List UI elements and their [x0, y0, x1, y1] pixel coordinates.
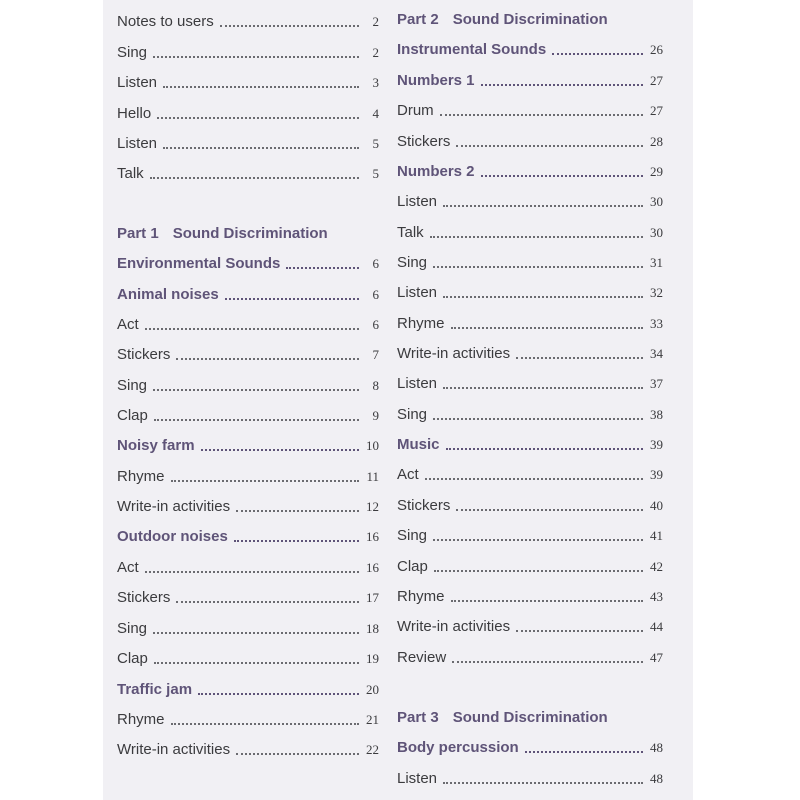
page-number: 4: [372, 106, 379, 121]
toc-entry-label: Sing: [397, 406, 428, 423]
toc-entry-label: Stickers: [397, 497, 451, 514]
toc-entry[interactable]: [397, 191, 663, 213]
page-number: 39: [650, 437, 663, 452]
page-number: 38: [650, 407, 663, 422]
toc-entry-label: Clap: [117, 650, 148, 667]
toc-entry-label: Stickers: [117, 589, 171, 606]
toc-entry-label: Act: [117, 316, 139, 333]
toc-entry-label: Write-in activities: [397, 345, 511, 362]
page-number: 16: [366, 529, 379, 544]
toc-entry-label: Write-in activities: [397, 618, 511, 635]
toc-entry[interactable]: [397, 222, 663, 244]
part-label: Sound Discrimination: [452, 709, 608, 726]
toc-entry-label: Clap: [117, 407, 148, 424]
toc-part-title: [397, 707, 663, 729]
toc-entry[interactable]: [117, 709, 379, 731]
page-number: 10: [366, 438, 379, 453]
dot-leader: [433, 266, 643, 268]
toc-entry-label: Write-in activities: [117, 741, 231, 758]
dot-leader: [456, 145, 643, 147]
toc-entry-label: Music: [397, 436, 440, 453]
dot-leader: [516, 357, 643, 359]
dot-leader: [176, 601, 359, 603]
page-number: 30: [650, 194, 663, 209]
part-number: Part 2: [397, 11, 439, 28]
toc-entry[interactable]: [117, 314, 379, 336]
page-number: 31: [650, 255, 663, 270]
page-number: 16: [366, 560, 379, 575]
toc-entry-label: Outdoor noises: [117, 528, 228, 545]
dot-leader: [451, 600, 643, 602]
toc-entry-label: Listen: [397, 193, 438, 210]
dot-leader: [433, 539, 643, 541]
page-number: 28: [650, 134, 663, 149]
toc-entry-label: Drum: [397, 102, 434, 119]
dot-leader: [451, 327, 643, 329]
dot-leader: [157, 117, 359, 119]
toc-entry-label: Rhyme: [397, 588, 445, 605]
toc-entry-label: Notes to users: [117, 13, 214, 30]
dot-leader: [443, 387, 643, 389]
toc-entry-label: Listen: [117, 74, 158, 91]
toc-entry-label: Review: [397, 649, 447, 666]
dot-leader: [433, 418, 643, 420]
toc-entry[interactable]: [117, 163, 379, 185]
dot-leader: [440, 114, 643, 116]
dot-leader: [154, 419, 359, 421]
toc-entry[interactable]: [117, 133, 379, 155]
dot-leader: [443, 782, 643, 784]
toc-entry[interactable]: [117, 375, 379, 397]
page-number: 44: [650, 619, 663, 634]
page-number: 48: [650, 771, 663, 786]
toc-entry[interactable]: [117, 739, 379, 761]
page-number: 48: [650, 740, 663, 755]
toc-entry-label: Listen: [117, 135, 158, 152]
toc-entry[interactable]: [117, 11, 379, 33]
page-number: 39: [650, 467, 663, 482]
toc-entry-label: Sing: [117, 620, 148, 637]
dot-leader: [286, 267, 359, 269]
toc-entry-label: Act: [117, 559, 139, 576]
toc-entry[interactable]: [397, 768, 663, 790]
page-number: 41: [650, 528, 663, 543]
page-number: 47: [650, 650, 663, 665]
toc-entry[interactable]: [397, 464, 663, 486]
dot-leader: [430, 236, 643, 238]
part-number: Part 3: [397, 709, 439, 726]
page-number: 27: [650, 73, 663, 88]
toc-entry-label: Clap: [397, 558, 428, 575]
toc-entry-label: Traffic jam: [117, 681, 193, 698]
page-number: 2: [372, 14, 379, 29]
dot-leader: [201, 449, 359, 451]
page-number: 5: [372, 166, 379, 181]
page-number: 30: [650, 225, 663, 240]
dot-leader: [452, 661, 643, 663]
toc-entry-label: Listen: [397, 284, 438, 301]
toc-entry-label: Numbers 1: [397, 72, 475, 89]
toc-entry[interactable]: [117, 587, 379, 609]
toc-entry-label: Numbers 2: [397, 163, 475, 180]
toc-entry[interactable]: [117, 466, 379, 488]
toc-entry-label: Sing: [117, 377, 148, 394]
toc-entry[interactable]: [117, 618, 379, 640]
dot-leader: [163, 86, 359, 88]
dot-leader: [225, 298, 359, 300]
toc-entry-label: Noisy farm: [117, 437, 195, 454]
toc-entry[interactable]: [117, 72, 379, 94]
dot-leader: [234, 540, 359, 542]
page-number: 6: [372, 317, 379, 332]
toc-section-heading[interactable]: [397, 70, 663, 92]
page-number: 34: [650, 346, 663, 361]
page-number: 5: [372, 136, 379, 151]
toc-entry-label: Stickers: [397, 133, 451, 150]
dot-leader: [171, 480, 359, 482]
toc-entry[interactable]: [117, 344, 379, 366]
toc-entry[interactable]: [397, 373, 663, 395]
toc-entry[interactable]: [117, 496, 379, 518]
toc-entry-label: Instrumental Sounds: [397, 41, 547, 58]
dot-leader: [236, 510, 359, 512]
toc-entry-label: Sing: [397, 527, 428, 544]
toc-entry-label: Body percussion: [397, 739, 519, 756]
toc-entry[interactable]: [397, 131, 663, 153]
page-number: 18: [366, 621, 379, 636]
dot-leader: [145, 328, 359, 330]
dot-leader: [236, 753, 359, 755]
part-label: Sound Discrimination: [172, 225, 328, 242]
page-number: 3: [372, 75, 379, 90]
dot-leader: [153, 632, 359, 634]
dot-leader: [198, 693, 359, 695]
dot-leader: [446, 448, 643, 450]
toc-entry[interactable]: [397, 282, 663, 304]
dot-leader: [145, 571, 359, 573]
dot-leader: [171, 723, 359, 725]
toc-section-heading[interactable]: [397, 161, 663, 183]
toc-entry[interactable]: [397, 586, 663, 608]
dot-leader: [525, 751, 643, 753]
toc-section-heading[interactable]: [117, 679, 379, 701]
dot-leader: [220, 25, 359, 27]
toc-entry[interactable]: [397, 313, 663, 335]
toc-entry-label: Act: [397, 466, 419, 483]
page-number: 9: [372, 408, 379, 423]
toc-entry[interactable]: [397, 525, 663, 547]
page-number: 8: [372, 378, 379, 393]
toc-section-heading[interactable]: [117, 435, 379, 457]
page-number: 22: [366, 742, 379, 757]
toc-entry-label: Listen: [397, 375, 438, 392]
toc-section-heading[interactable]: [397, 434, 663, 456]
page-number: 32: [650, 285, 663, 300]
page-number: 20: [366, 682, 379, 697]
toc-entry-label: Animal noises: [117, 286, 219, 303]
dot-leader: [163, 147, 359, 149]
toc-entry[interactable]: [397, 495, 663, 517]
toc-entry[interactable]: [397, 343, 663, 365]
page-number: 17: [366, 590, 379, 605]
toc-entry[interactable]: [117, 103, 379, 125]
dot-leader: [176, 358, 359, 360]
toc-part-title: [397, 9, 663, 31]
toc-entry[interactable]: [117, 648, 379, 670]
page-number: 27: [650, 103, 663, 118]
dot-leader: [443, 205, 643, 207]
toc-entry-label: Hello: [117, 105, 152, 122]
toc-entry-label: Listen: [397, 770, 438, 787]
page-number: 19: [366, 651, 379, 666]
toc-entry[interactable]: [397, 252, 663, 274]
toc-section-heading[interactable]: [117, 284, 379, 306]
dot-leader: [153, 56, 359, 58]
toc-entry[interactable]: [397, 647, 663, 669]
toc-entry-label: Rhyme: [117, 468, 165, 485]
page-number: 37: [650, 376, 663, 391]
toc-entry[interactable]: [397, 616, 663, 638]
page-number: 11: [366, 469, 379, 484]
dot-leader: [150, 177, 359, 179]
page-number: 7: [372, 347, 379, 362]
dot-leader: [434, 570, 643, 572]
toc-entry[interactable]: [397, 100, 663, 122]
dot-leader: [425, 478, 643, 480]
toc-entry[interactable]: [117, 405, 379, 427]
page-number: 29: [650, 164, 663, 179]
toc-entry-label: Sing: [397, 254, 428, 271]
toc-entry[interactable]: [397, 404, 663, 426]
toc-entry[interactable]: [117, 42, 379, 64]
toc-section-heading[interactable]: [117, 526, 379, 548]
page-number: 12: [366, 499, 379, 514]
page-number: 42: [650, 559, 663, 574]
toc-entry-label: Talk: [397, 224, 424, 241]
toc-section-heading[interactable]: [397, 39, 663, 61]
toc-entry-label: Rhyme: [397, 315, 445, 332]
toc-entry-label: Rhyme: [117, 711, 165, 728]
toc-section-heading[interactable]: [117, 253, 379, 275]
toc-entry-label: Environmental Sounds: [117, 255, 281, 272]
part-number: Part 1: [117, 225, 159, 242]
dot-leader: [552, 53, 643, 55]
dot-leader: [456, 509, 643, 511]
toc-entry[interactable]: [117, 557, 379, 579]
dot-leader: [154, 662, 359, 664]
dot-leader: [153, 389, 359, 391]
dot-leader: [481, 175, 643, 177]
page-number: 21: [366, 712, 379, 727]
page-number: 6: [372, 256, 379, 271]
toc-entry-label: Write-in activities: [117, 498, 231, 515]
dot-leader: [481, 84, 643, 86]
toc-entry-label: Sing: [117, 44, 148, 61]
toc-section-heading[interactable]: [397, 737, 663, 759]
dot-leader: [443, 296, 643, 298]
toc-entry-label: Talk: [117, 165, 144, 182]
page-number: 6: [372, 287, 379, 302]
page-number: 2: [372, 45, 379, 60]
page-number: 43: [650, 589, 663, 604]
page-number: 40: [650, 498, 663, 513]
part-label: Sound Discrimination: [452, 11, 608, 28]
dot-leader: [516, 630, 643, 632]
toc-part-title: [117, 223, 379, 245]
page-number: 26: [650, 42, 663, 57]
toc-entry[interactable]: [397, 556, 663, 578]
page-number: 33: [650, 316, 663, 331]
toc-entry-label: Stickers: [117, 346, 171, 363]
